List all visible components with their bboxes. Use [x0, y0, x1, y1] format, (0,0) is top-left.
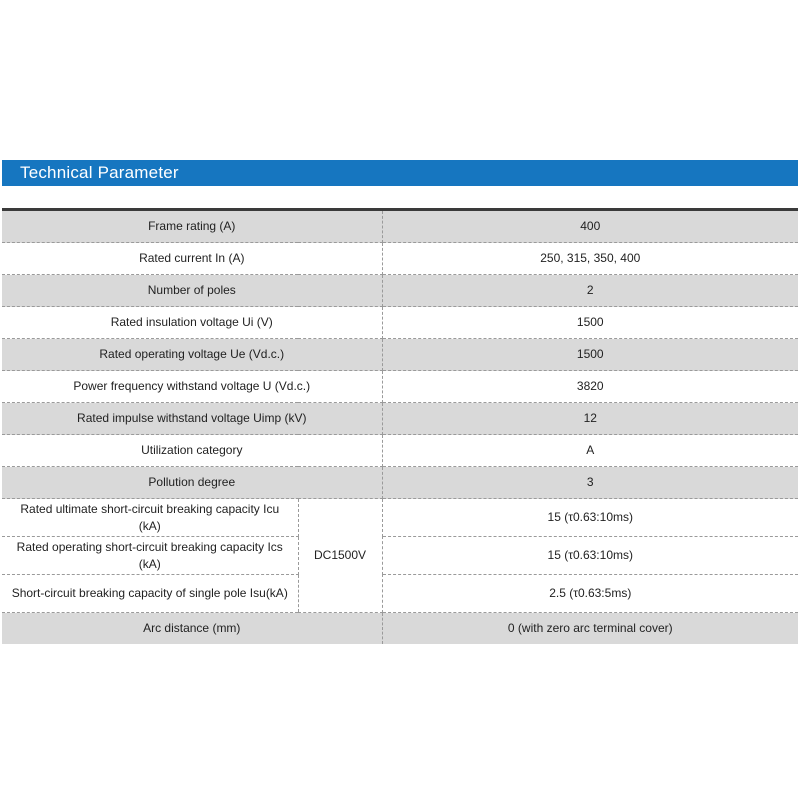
- param-value: 2.5 (τ0.63:5ms): [382, 575, 798, 613]
- param-value: 400: [382, 210, 798, 243]
- param-label: Arc distance (mm): [2, 613, 382, 645]
- param-label: Rated insulation voltage Ui (V): [2, 307, 382, 339]
- technical-parameter-table: [2, 208, 798, 644]
- param-value: 1500: [382, 339, 798, 371]
- voltage-group-label: DC1500V: [298, 499, 382, 613]
- param-label: Rated ultimate short-circuit breaking capacity Icu (kA): [2, 499, 298, 537]
- table-row: [2, 435, 798, 467]
- table-row: [2, 371, 798, 403]
- table-row: [2, 499, 798, 537]
- param-value: 250, 315, 350, 400: [382, 243, 798, 275]
- param-label: Power frequency withstand voltage U (Vd.c.): [2, 371, 382, 403]
- table-row: [2, 339, 798, 371]
- table-row: [2, 210, 798, 243]
- param-label: Frame rating (A): [2, 210, 382, 243]
- section-title: Technical Parameter: [20, 163, 179, 182]
- param-value: 3: [382, 467, 798, 499]
- param-label: Short-circuit breaking capacity of single pole Isu(kA): [2, 575, 298, 613]
- param-label: Rated impulse withstand voltage Uimp (kV): [2, 403, 382, 435]
- param-value: 1500: [382, 307, 798, 339]
- param-value: 2: [382, 275, 798, 307]
- section-header: [2, 160, 798, 186]
- param-value: A: [382, 435, 798, 467]
- param-label: Rated operating short-circuit breaking capacity Ics (kA): [2, 537, 298, 575]
- param-value: 0 (with zero arc terminal cover): [382, 613, 798, 645]
- param-value: 3820: [382, 371, 798, 403]
- table-row: [2, 537, 798, 575]
- table-row: [2, 403, 798, 435]
- table-row: [2, 575, 798, 613]
- param-label: Number of poles: [2, 275, 382, 307]
- table-row: [2, 613, 798, 645]
- param-value: 15 (τ0.63:10ms): [382, 499, 798, 537]
- table-row: [2, 467, 798, 499]
- param-label: Rated current In (A): [2, 243, 382, 275]
- table-row: [2, 307, 798, 339]
- table-row: [2, 243, 798, 275]
- param-value: 15 (τ0.63:10ms): [382, 537, 798, 575]
- param-label: Utilization category: [2, 435, 382, 467]
- param-label: Pollution degree: [2, 467, 382, 499]
- param-label: Rated operating voltage Ue (Vd.c.): [2, 339, 382, 371]
- table-row: [2, 275, 798, 307]
- param-value: 12: [382, 403, 798, 435]
